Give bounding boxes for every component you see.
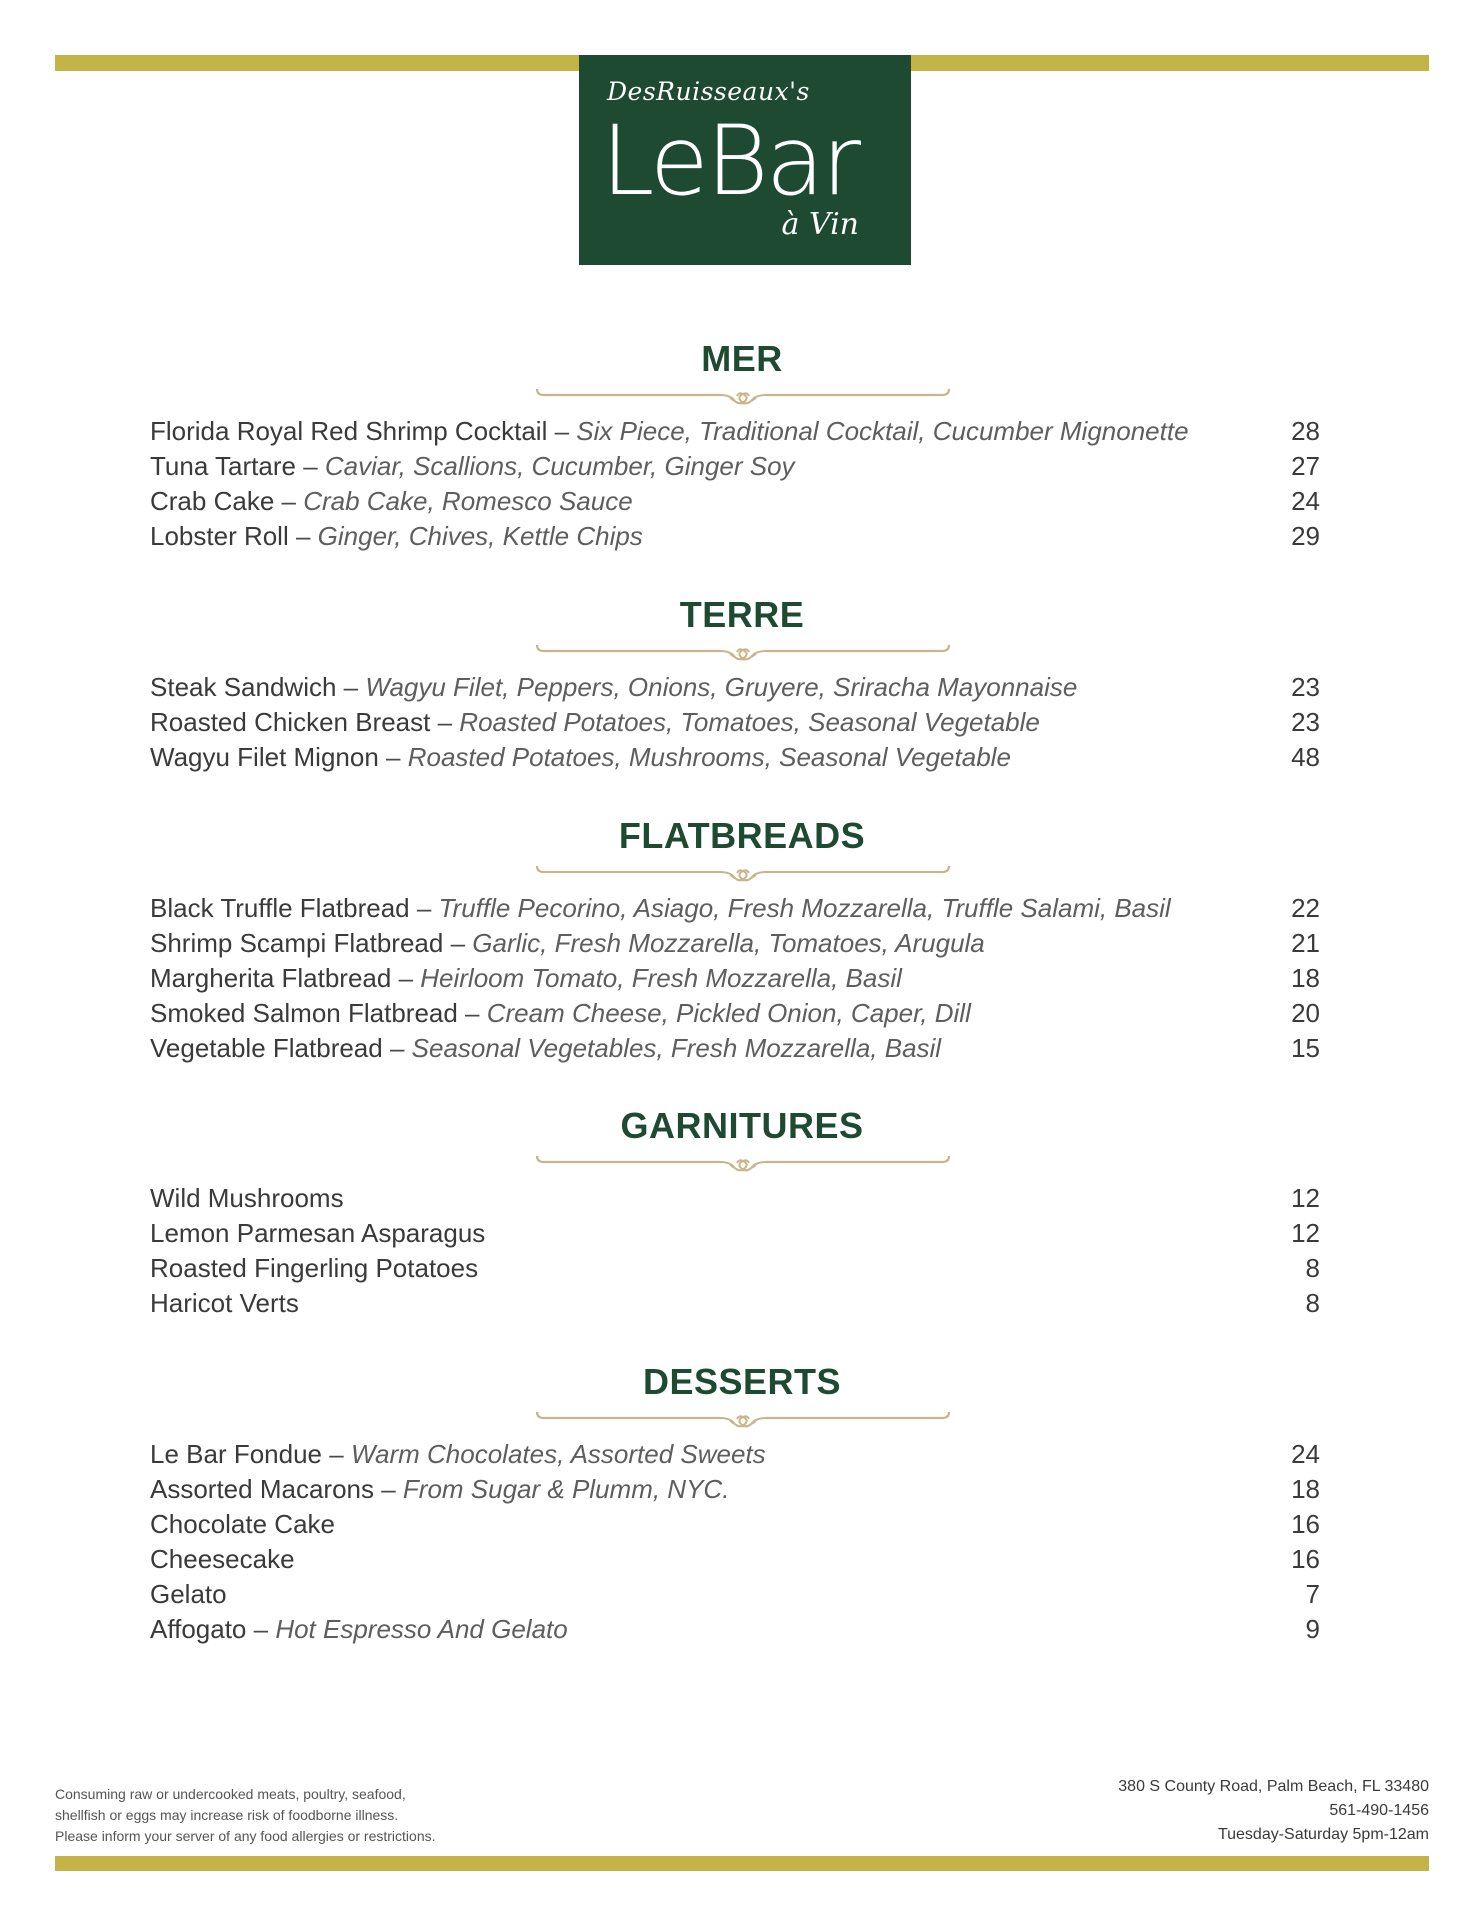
item-price: 9 (1305, 1614, 1320, 1644)
item-price: 23 (1291, 672, 1320, 702)
disclaimer-line: Consuming raw or undercooked meats, poultry, seafood, (55, 1786, 406, 1802)
item-price: 18 (1291, 1474, 1320, 1504)
logo-name: LeBar (601, 105, 859, 217)
allergy-disclaimer (55, 1784, 436, 1847)
section-title-mer: MER (701, 338, 783, 379)
ornament-divider (534, 1408, 952, 1430)
item-price: 20 (1291, 998, 1320, 1028)
menu-item (150, 1577, 1320, 1612)
item-description: Hot Espresso And Gelato (275, 1614, 568, 1644)
menu-item: Margherita Flatbread – Heirloom Tomato, Fresh Mozzarella, Basil 18 (150, 961, 1320, 996)
item-description: Truffle Pecorino, Asiago, Fresh Mozzarella, Truffle Salami, Basil (438, 893, 1171, 923)
menu-item: Vegetable Flatbread – Seasonal Vegetables, Fresh Mozzarella, Basil 15 (150, 1031, 1320, 1066)
item-name: Chocolate Cake (150, 1509, 335, 1539)
item-price: 18 (1291, 963, 1320, 993)
menu-item: Crab Cake – Crab Cake, Romesco Sauce 24 (150, 484, 1320, 519)
item-description: Warm Chocolates, Assorted Sweets (350, 1439, 766, 1469)
item-price: 12 (1291, 1183, 1320, 1213)
item-price: 24 (1291, 486, 1320, 516)
menu-item: Roasted Chicken Breast – Roasted Potatoes, Tomatoes, Seasonal Vegetable 23 (150, 705, 1320, 740)
item-description: Heirloom Tomato, Fresh Mozzarella, Basil (420, 963, 902, 993)
item-name: Lobster Roll (150, 521, 289, 551)
item-name: Lemon Parmesan Asparagus (150, 1218, 486, 1248)
menu-item: Wagyu Filet Mignon – Roasted Potatoes, Mushrooms, Seasonal Vegetable 48 (150, 740, 1320, 775)
menu-item (150, 1286, 1320, 1321)
menu-item: Lobster Roll – Ginger, Chives, Kettle Chips 29 (150, 519, 1320, 554)
menu-item: Black Truffle Flatbread – Truffle Pecorino, Asiago, Fresh Mozzarella, Truffle Salami, Basil 22 (150, 891, 1320, 926)
item-description: Ginger, Chives, Kettle Chips (317, 521, 643, 551)
item-price: 28 (1291, 416, 1320, 446)
item-price: 24 (1291, 1439, 1320, 1469)
item-name: Roasted Chicken Breast (150, 707, 431, 737)
item-name: Haricot Verts (150, 1288, 299, 1318)
item-name: Crab Cake (150, 486, 275, 516)
item-price: 7 (1305, 1579, 1320, 1609)
item-name: Smoked Salmon Flatbread (150, 998, 458, 1028)
disclaimer-line: shellfish or eggs may increase risk of foodborne illness. (55, 1807, 399, 1823)
ornament-divider (534, 385, 952, 407)
item-name: Wild Mushrooms (150, 1183, 344, 1213)
item-name: Vegetable Flatbread (150, 1033, 383, 1063)
menu-item: Shrimp Scampi Flatbread – Garlic, Fresh Mozzarella, Tomatoes, Arugula 21 (150, 926, 1320, 961)
address: 380 S County Road, Palm Beach, FL 33480 (1118, 1778, 1429, 1795)
ornament-divider (534, 862, 952, 884)
item-description: Roasted Potatoes, Tomatoes, Seasonal Vegetable (459, 707, 1040, 737)
item-description: Seasonal Vegetables, Fresh Mozzarella, Basil (411, 1033, 942, 1063)
phone: 561-490-1456 (1329, 1802, 1429, 1819)
item-name: Shrimp Scampi Flatbread (150, 928, 444, 958)
section-title-garnitures: GARNITURES (620, 1105, 864, 1146)
item-price: 16 (1291, 1544, 1320, 1574)
item-description: Roasted Potatoes, Mushrooms, Seasonal Vegetable (407, 742, 1011, 772)
logo-subtitle: à Vin (781, 207, 859, 242)
item-name: Gelato (150, 1579, 227, 1609)
item-price: 8 (1305, 1253, 1320, 1283)
menu-item: Affogato – Hot Espresso And Gelato 9 (150, 1612, 1320, 1647)
item-description: Garlic, Fresh Mozzarella, Tomatoes, Arugula (472, 928, 985, 958)
item-name: Tuna Tartare (150, 451, 296, 481)
item-name: Cheesecake (150, 1544, 295, 1574)
menu-item (150, 1181, 1320, 1216)
item-name: Florida Royal Red Shrimp Cocktail (150, 416, 548, 446)
item-description: Six Piece, Traditional Cocktail, Cucumber Mignonette (576, 416, 1189, 446)
item-price: 15 (1291, 1033, 1320, 1063)
menu-item (150, 1251, 1320, 1286)
menu-item: Steak Sandwich – Wagyu Filet, Peppers, Onions, Gruyere, Sriracha Mayonnaise 23 (150, 670, 1320, 705)
item-description: Caviar, Scallions, Cucumber, Ginger Soy (324, 451, 795, 481)
item-description: Crab Cake, Romesco Sauce (303, 486, 633, 516)
item-price: 29 (1291, 521, 1320, 551)
item-price: 12 (1291, 1218, 1320, 1248)
menu-item: Le Bar Fondue – Warm Chocolates, Assorted Sweets 24 (150, 1437, 1320, 1472)
item-price: 22 (1291, 893, 1320, 923)
ornament-divider (534, 1152, 952, 1174)
menu-item: Smoked Salmon Flatbread – Cream Cheese, Pickled Onion, Caper, Dill 20 (150, 996, 1320, 1031)
item-name: Roasted Fingerling Potatoes (150, 1253, 479, 1283)
menu-item (150, 1216, 1320, 1251)
logo-brand: DesRuisseaux's (607, 77, 810, 106)
bottom-gold-bar (55, 1856, 1429, 1871)
menu-item: Assorted Macarons – From Sugar & Plumm, NYC. 18 (150, 1472, 1320, 1507)
item-description: From Sugar & Plumm, NYC. (402, 1474, 730, 1504)
item-price: 48 (1291, 742, 1320, 772)
item-price: 21 (1291, 928, 1320, 958)
section-title-flatbreads: FLATBREADS (618, 815, 866, 856)
item-description: Wagyu Filet, Peppers, Onions, Gruyere, Sriracha Mayonnaise (365, 672, 1078, 702)
item-price: 27 (1291, 451, 1320, 481)
menu-item: Tuna Tartare – Caviar, Scallions, Cucumber, Ginger Soy 27 (150, 449, 1320, 484)
item-name: Margherita Flatbread (150, 963, 392, 993)
menu-item (150, 1542, 1320, 1577)
contact-info (1118, 1775, 1429, 1847)
item-name: Le Bar Fondue (150, 1439, 323, 1469)
logo (579, 55, 911, 265)
ornament-divider (534, 641, 952, 663)
disclaimer-line: Please inform your server of any food allergies or restrictions. (55, 1828, 436, 1844)
menu-item: Florida Royal Red Shrimp Cocktail – Six Piece, Traditional Cocktail, Cucumber Mignonette 28 (150, 414, 1320, 449)
menu-item (150, 1507, 1320, 1542)
section-title-terre: TERRE (679, 594, 805, 635)
item-name: Wagyu Filet Mignon (150, 742, 379, 772)
item-price: 8 (1305, 1288, 1320, 1318)
item-price: 23 (1291, 707, 1320, 737)
item-description: Cream Cheese, Pickled Onion, Caper, Dill (486, 998, 971, 1028)
item-name: Assorted Macarons (150, 1474, 374, 1504)
item-price: 16 (1291, 1509, 1320, 1539)
item-name: Black Truffle Flatbread (150, 893, 410, 923)
hours: Tuesday-Saturday 5pm-12am (1217, 1826, 1429, 1843)
item-name: Affogato (150, 1614, 247, 1644)
section-title-desserts: DESSERTS (642, 1361, 842, 1402)
item-name: Steak Sandwich (150, 672, 337, 702)
